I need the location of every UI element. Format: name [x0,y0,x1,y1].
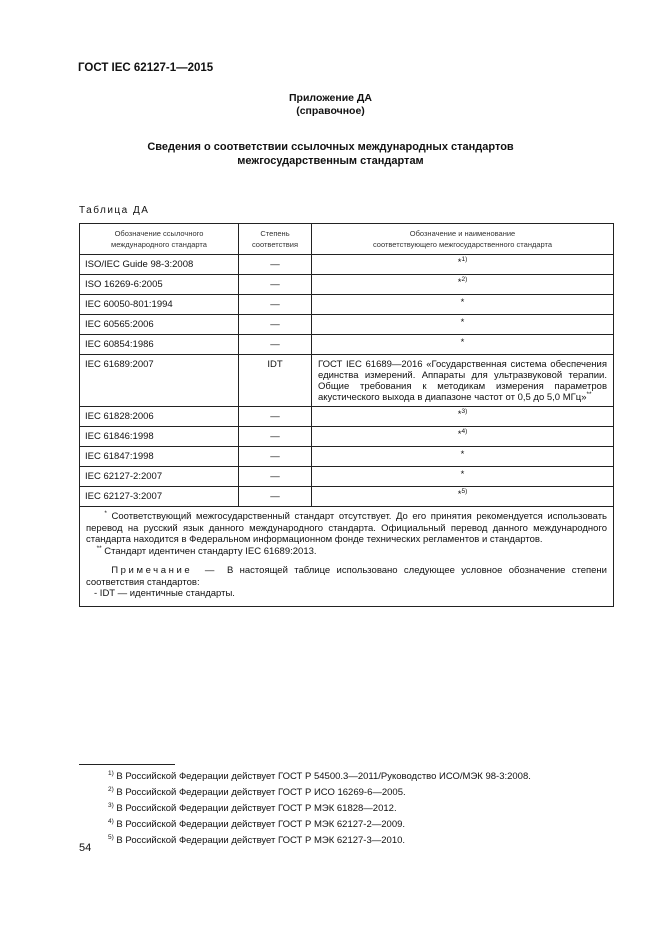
header-interstate-standard [312,224,614,255]
footnote [108,801,531,817]
missing-mark: * [457,277,462,288]
cell-degree: — [239,255,312,275]
cell-reference: IEC 60565:2006 [80,315,239,335]
cell-interstate [312,315,614,335]
footnote-text: В Российской Федерации действует ГОСТ Р МЭК 62127-3—2010. [116,835,406,846]
footnote-ref: 3) [461,407,468,415]
footnote-number: 3) [108,801,114,809]
header-text: Обозначение ссылочного [114,229,204,238]
table-row [80,427,614,447]
footnotes [108,769,531,849]
table-row [80,467,614,487]
footnote-ref: 2) [461,275,468,283]
table-label: Таблица ДА [79,205,150,216]
table-row [80,295,614,315]
footnote-number: 4) [108,817,114,825]
note-double-star [86,546,607,558]
footnote [108,833,531,849]
missing-mark: * [460,317,465,328]
header-text: соответствия [251,240,299,249]
section-title [0,140,661,168]
footnote-text: В Российской Федерации действует ГОСТ Р МЭК 62127-2—2009. [116,819,406,830]
cell-degree: — [239,315,312,335]
cell-reference: IEC 60854:1986 [80,335,239,355]
cell-interstate [312,355,614,407]
table-notes [80,507,614,607]
cell-interstate [312,427,614,447]
missing-mark: * [460,337,465,348]
table-row [80,315,614,335]
cell-interstate [312,335,614,355]
cell-interstate [312,447,614,467]
missing-mark: * [460,469,465,480]
footnote-ref: 4) [461,427,468,435]
cell-interstate [312,407,614,427]
section-title-line2: межгосударственным стандартам [237,155,424,167]
note-item: - IDT — идентичные стандарты. [94,588,235,599]
document-code: ГОСТ IEC 62127-1—2015 [78,62,214,74]
cell-degree: — [239,407,312,427]
cell-interstate [312,275,614,295]
table-header-row [80,224,614,255]
note-text: В настоящей таблице использовано следующее условное обозначение степени соответствия стандартов: [86,565,607,588]
cell-reference: IEC 62127-2:2007 [80,467,239,487]
footnote-text: В Российской Федерации действует ГОСТ Р 54500.3—2011/Руководство ИСО/МЭК 98-3:2008. [116,771,531,782]
standards-table [79,223,614,607]
cell-reference: IEC 61847:1998 [80,447,239,467]
cell-reference: IEC 61689:2007 [80,355,239,407]
footnote-number: 5) [108,833,114,841]
annex-subtitle: (справочное) [296,105,365,117]
footnote-ref: 5) [461,487,468,495]
cell-interstate [312,295,614,315]
footnote [108,817,531,833]
footnote-text: В Российской Федерации действует ГОСТ Р МЭК 61828—2012. [116,803,397,814]
header-text: Степень [260,229,290,238]
star-mark: * [104,509,107,517]
missing-mark: * [457,409,462,420]
table-row [80,447,614,467]
footnote-ref: 1) [461,255,468,263]
footnote [108,785,531,801]
table-row [80,275,614,295]
footnote-text: В Российской Федерации действует ГОСТ Р ИСО 16269-6—2005. [116,787,406,798]
footnote [108,769,531,785]
cell-degree: — [239,467,312,487]
missing-mark: * [457,429,462,440]
cell-degree: IDT [239,355,312,407]
header-text: международного стандарта [111,240,207,249]
table-notes-row [80,507,614,607]
footnote-number: 1) [108,769,114,777]
missing-mark: * [460,297,465,308]
cell-degree: — [239,487,312,507]
annex-heading [0,92,661,118]
note-dash: — [204,565,215,576]
cell-interstate [312,255,614,275]
cell-degree: — [239,447,312,467]
cell-reference: IEC 61828:2006 [80,407,239,427]
table-row [80,335,614,355]
header-text: Обозначение и наименование [409,229,516,238]
cell-reference: ISO 16269-6:2005 [80,275,239,295]
note-star [86,511,607,546]
double-star-note-text: Стандарт идентичен стандарту IEC 61689:2013. [104,545,317,557]
table-row [80,487,614,507]
header-degree [239,224,312,255]
interstate-standard-text: ГОСТ IEC 61689—2016 «Государственная система обеспечения единства измерений. Аппараты для ультразвуковой терапии. Общие требования к методикам измерения параметров акустического выхода в диапазоне частот от 0,5 до 5,0 МГц» [318,359,607,403]
header-reference-standard [80,224,239,255]
cell-reference: IEC 60050-801:1994 [80,295,239,315]
note-label: Примечание [111,565,193,576]
table-row [80,355,614,407]
missing-mark: * [457,257,462,268]
cell-degree: — [239,295,312,315]
cell-reference: IEC 61846:1998 [80,427,239,447]
double-star-mark: ** [96,544,102,552]
cell-degree: — [239,275,312,295]
table-row [80,407,614,427]
cell-degree: — [239,335,312,355]
cell-reference: IEC 62127-3:2007 [80,487,239,507]
cell-interstate [312,487,614,507]
star-note-text: Соответствующий межгосударственный стандарт отсутствует. До его принятия рекомендуется использовать перевод на русский язык данного международного стандарта. Официальный перевод данного международного стандарта находится в Федеральном информационном фонде технических регламентов и стандартов. [86,511,607,545]
missing-mark: * [460,449,465,460]
section-title-line1: Сведения о соответствии ссылочных международных стандартов [147,141,514,153]
footnote-ref: ** [586,390,592,398]
footnote-divider [79,764,175,765]
missing-mark: * [457,489,462,500]
header-text: соответствующего межгосударственного стандарта [372,240,553,249]
cell-degree: — [239,427,312,447]
table-row [80,255,614,275]
note-block [86,565,607,588]
page-number: 54 [79,842,92,854]
footnote-number: 2) [108,785,114,793]
cell-interstate [312,467,614,487]
cell-reference: ISO/IEC Guide 98-3:2008 [80,255,239,275]
annex-title: Приложение ДА [289,92,372,104]
